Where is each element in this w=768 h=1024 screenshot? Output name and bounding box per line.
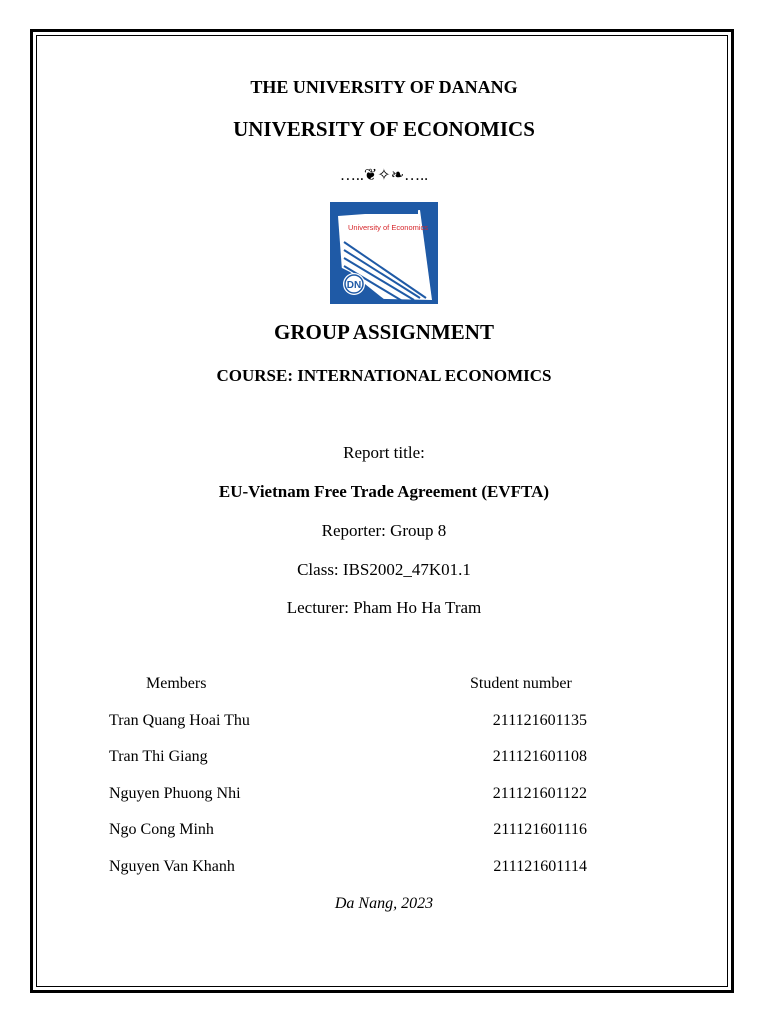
member-student-number: 211121601135: [492, 712, 587, 729]
report-title-label: Report title:: [343, 443, 425, 462]
member-name: Nguyen Van Khanh: [109, 858, 235, 875]
member-row: [109, 821, 587, 843]
member-row: [109, 712, 587, 734]
faculty-name: UNIVERSITY OF ECONOMICS: [233, 117, 535, 141]
assignment-title: GROUP ASSIGNMENT: [274, 320, 494, 344]
member-row: [109, 858, 587, 880]
member-student-number: 211121601122: [492, 785, 587, 802]
member-row: [109, 748, 587, 770]
university-name: THE UNIVERSITY OF DANANG: [250, 77, 518, 97]
course-name: COURSE: INTERNATIONAL ECONOMICS: [216, 366, 552, 385]
class-code: Class: IBS2002_47K01.1: [297, 560, 471, 579]
member-name: Tran Quang Hoai Thu: [109, 712, 250, 729]
member-student-number: 211121601116: [493, 821, 587, 838]
place-and-date: Da Nang, 2023: [334, 895, 434, 912]
student-number-column-header: Student number: [470, 675, 572, 692]
members-column-header: Members: [146, 675, 207, 692]
member-name: Ngo Cong Minh: [109, 821, 214, 838]
logo-emblem-text: DN: [346, 280, 362, 291]
ornament-divider: …..❦✧❧…..: [339, 167, 429, 184]
member-student-number: 211121601108: [492, 748, 587, 765]
report-title: EU-Vietnam Free Trade Agreement (EVFTA): [218, 482, 550, 501]
reporter: Reporter: Group 8: [321, 521, 447, 540]
logo-text: University of Economics: [348, 223, 429, 232]
member-name: Tran Thi Giang: [109, 748, 208, 765]
member-student-number: 211121601114: [493, 858, 587, 875]
member-row: [109, 785, 587, 807]
member-name: Nguyen Phuong Nhi: [109, 785, 241, 802]
lecturer: Lecturer: Pham Ho Ha Tram: [286, 598, 482, 617]
university-logo: [330, 202, 438, 304]
